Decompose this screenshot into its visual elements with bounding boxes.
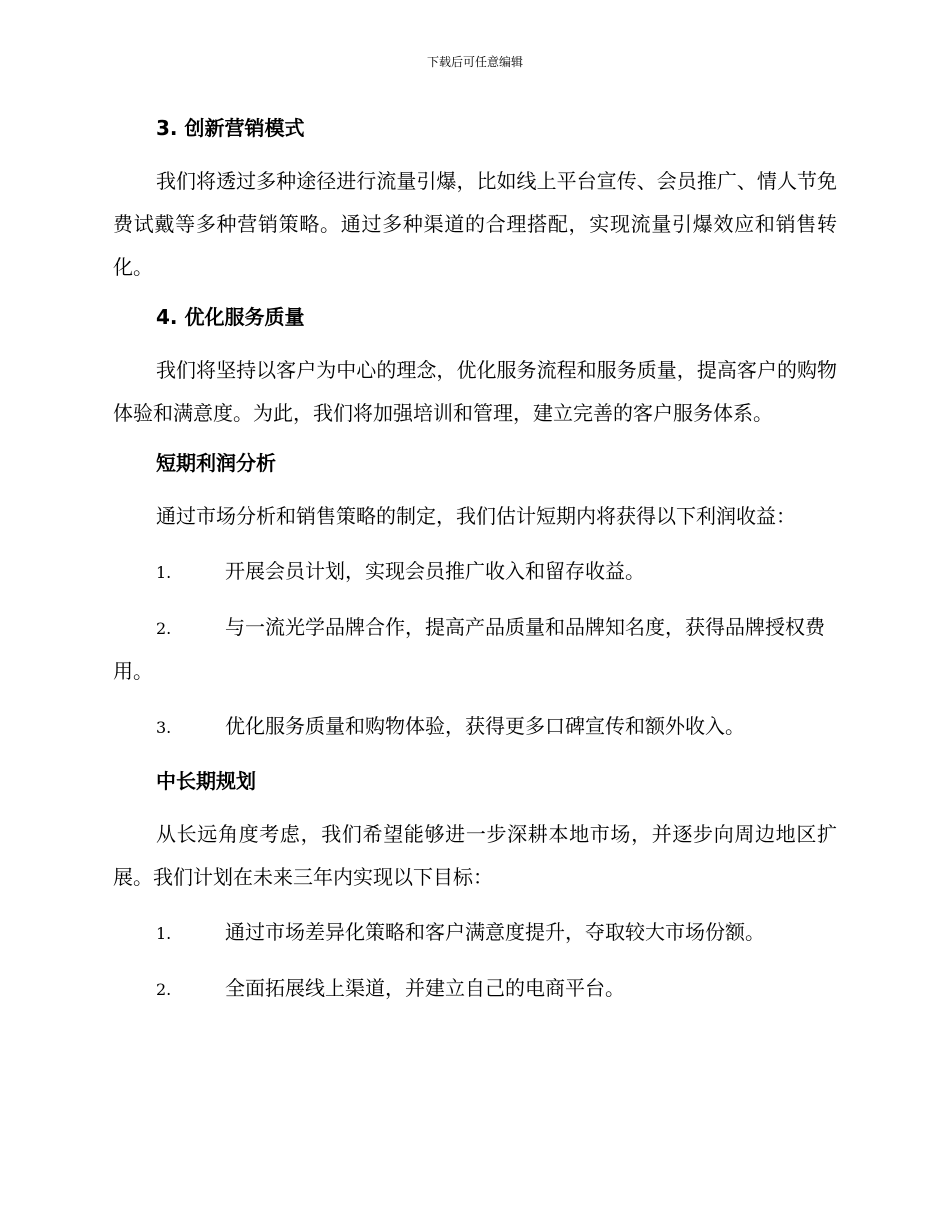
list-item-text: 开展会员计划，实现会员推广收入和留存收益。 bbox=[225, 559, 645, 583]
list-item-number: 2. bbox=[156, 980, 172, 999]
list-item bbox=[113, 606, 837, 693]
list-item-text: 优化服务质量和购物体验，获得更多口碑宣传和额外收入。 bbox=[225, 714, 745, 738]
list-item-text: 全面拓展线上渠道，并建立自己的电商平台。 bbox=[225, 976, 625, 1000]
document-body bbox=[113, 108, 837, 1011]
section-paragraph-service-quality: 我们将坚持以客户为中心的理念，优化服务流程和服务质量，提高客户的购物体验和满意度。为此，我们将加强培训和管理，建立完善的客户服务体系。 bbox=[113, 358, 837, 425]
list-item bbox=[113, 550, 837, 594]
section-heading-innovative-marketing: 3. 创新营销模式 bbox=[156, 116, 305, 140]
list-item-number: 1. bbox=[156, 924, 172, 943]
list-item-number: 3. bbox=[156, 718, 172, 737]
page-header: 下载后可任意编辑 bbox=[426, 55, 523, 69]
section-heading-service-quality: 4. 优化服务质量 bbox=[156, 305, 305, 329]
list-item bbox=[113, 911, 837, 955]
list-item-text: 与一流光学品牌合作，提高产品质量和品牌知名度，获得品牌授权费用。 bbox=[113, 615, 825, 683]
list-item-number: 2. bbox=[156, 619, 172, 638]
section-heading-long-term-plan: 中长期规划 bbox=[156, 769, 256, 793]
section-paragraph-long-term-plan: 从长远角度考虑，我们希望能够进一步深耕本地市场，并逐步向周边地区扩展。我们计划在未来三年内实现以下目标： bbox=[113, 822, 837, 889]
section-heading-short-term-profit: 短期利润分析 bbox=[156, 451, 276, 475]
list-item-text: 通过市场差异化策略和客户满意度提升，夺取较大市场份额。 bbox=[225, 920, 765, 944]
list-item-number: 1. bbox=[156, 563, 172, 582]
section-paragraph-innovative-marketing: 我们将透过多种途径进行流量引爆，比如线上平台宣传、会员推广、情人节免费试戴等多种营销策略。通过多种渠道的合理搭配，实现流量引爆效应和销售转化。 bbox=[113, 169, 837, 279]
section-paragraph-short-term-profit: 通过市场分析和销售策略的制定，我们估计短期内将获得以下利润收益： bbox=[156, 504, 796, 528]
list-item bbox=[113, 967, 837, 1011]
list-item bbox=[113, 705, 837, 749]
